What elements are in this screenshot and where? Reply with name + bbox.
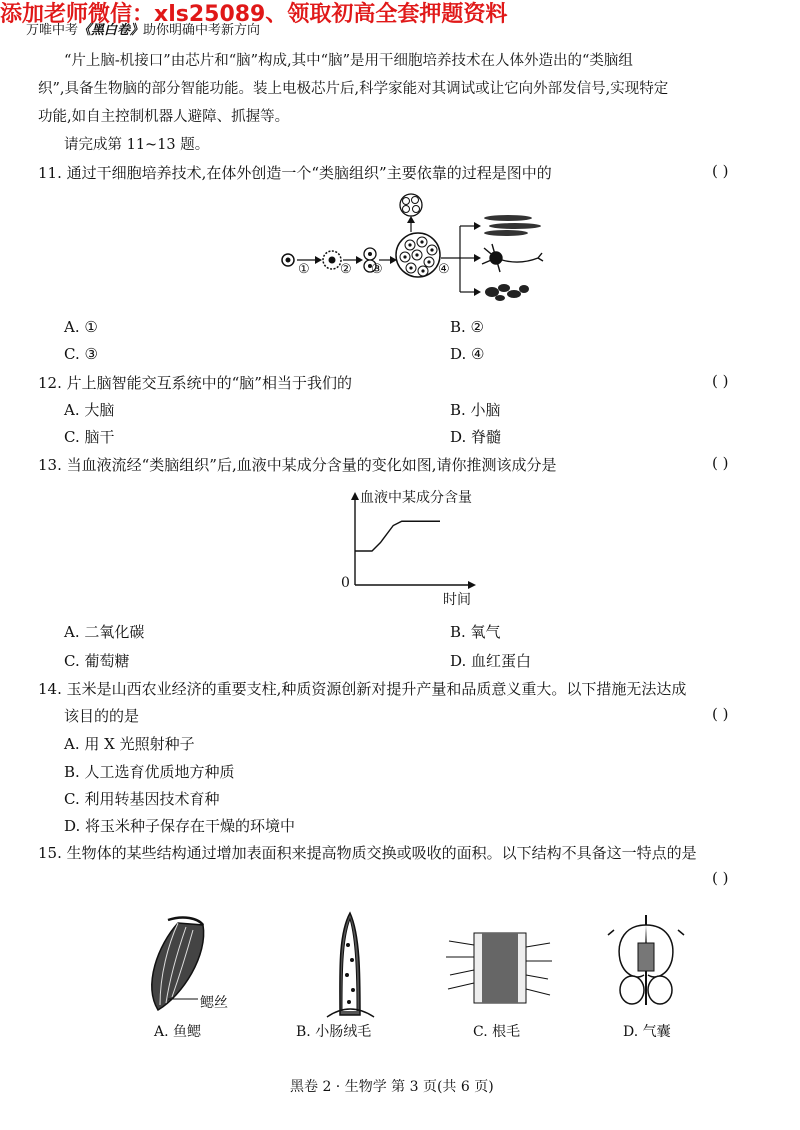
q15-stem: 15. 生物体的某些结构通过增加表面积来提高物质交换或吸收的面积。以下结构不具备这一特点的是 [38,844,697,862]
passage-line-2: 织”,具备生物脑的部分智能功能。装上电极芯片后,科学家能对其调试或让它向外部发信号,实现特定 [38,81,669,97]
q11-option-a[interactable]: A. ① [64,318,98,336]
q14-stem-line-1: 14. 玉米是山西农业经济的重要支柱,种质资源创新对提升产量和品质意义重大。以下措施无法达成 [38,680,687,698]
header-suffix: 助你明确中考新方向 [143,23,261,38]
gill-filament-label: 鳃丝 [200,995,228,1011]
chart-x-axis-arrow [468,581,476,589]
q11-label-2: ② [340,262,352,277]
q13-answer-paren[interactable]: ( ) [712,454,729,472]
q13-option-d[interactable]: D. 血红蛋白 [450,652,532,670]
q11-label-3: ③ [371,262,383,277]
page-footer: 黑卷 2 · 生物学 第 3 页(共 6 页) [290,1079,494,1095]
q14-option-c[interactable]: C. 利用转基因技术育种 [64,790,220,808]
q14-stem-line-2: 该目的的是 [64,707,140,725]
fish-gill-illustration [138,915,248,1020]
chart-ylabel: 血液中某成分含量 [360,490,472,506]
chart-y-axis-arrow [351,492,359,500]
q14-option-a[interactable]: A. 用 X 光照射种子 [64,735,195,753]
small-cell-cluster-icon [400,194,422,216]
q14-option-d[interactable]: D. 将玉米种子保存在干燥的环境中 [64,817,296,835]
q13-stem: 13. 当血液流经“类脑组织”后,血液中某成分含量的变化如图,请你推测该成分是 [38,456,557,474]
q12-option-d[interactable]: D. 脊髓 [450,428,502,446]
q14-answer-paren[interactable]: ( ) [712,705,729,723]
q11-option-c[interactable]: C. ③ [64,345,98,363]
header-prefix: 万唯中考 [26,23,79,38]
q14-option-b[interactable]: B. 人工选育优质地方种质 [64,763,235,781]
passage-line-1: “片上脑-机接口”由芯片和“脑”构成,其中“脑”是用干细胞培养技术在人体外造出的“类脑组 [64,53,633,69]
cell-mass-icon [396,233,440,277]
blood-cells-icon [485,284,529,301]
root-hair-illustration [444,925,554,1010]
q11-label-1: ① [298,262,310,277]
single-cell-icon [282,254,294,266]
watermark: 添加老师微信：xls25089、领取初高全套押题资料 [0,2,508,27]
passage-line-3: 功能,如自主控制机器人避障、抓握等。 [38,109,290,125]
neuron-icon [482,244,543,272]
q12-option-a[interactable]: A. 大脑 [64,401,115,419]
q15-answer-paren[interactable]: ( ) [712,869,729,887]
q11-answer-paren[interactable]: ( ) [712,162,729,180]
q13-line-chart [340,490,480,600]
muscle-cells-icon [484,215,541,236]
q13-option-c[interactable]: C. 葡萄糖 [64,652,130,670]
air-sac-illustration [606,905,686,1020]
q13-option-b[interactable]: B. 氧气 [450,623,501,641]
page-header [26,19,260,38]
q15-caption-b[interactable]: B. 小肠绒毛 [296,1024,372,1040]
q11-process-diagram [270,190,560,310]
q11-label-4: ④ [438,262,450,277]
chart-xlabel: 时间 [443,592,471,608]
intestinal-villus-illustration [322,905,382,1020]
q15-caption-c[interactable]: C. 根毛 [473,1024,521,1040]
q15-caption-d[interactable]: D. 气囊 [623,1024,671,1040]
q12-option-b[interactable]: B. 小脑 [450,401,501,419]
q12-stem: 12. 片上脑智能交互系统中的“脑”相当于我们的 [38,374,352,392]
q13-option-a[interactable]: A. 二氧化碳 [64,623,145,641]
chart-series-line-0 [355,521,440,551]
chart-origin-label: 0 [341,575,350,591]
q12-option-c[interactable]: C. 脑干 [64,428,115,446]
q11-option-d[interactable]: D. ④ [450,345,485,363]
q12-answer-paren[interactable]: ( ) [712,372,729,390]
q11-stem: 11. 通过干细胞培养技术,在体外创造一个“类脑组织”主要依靠的过程是图中的 [38,164,552,182]
q11-option-b[interactable]: B. ② [450,318,485,336]
passage-instruction: 请完成第 11~13 题。 [64,137,210,153]
enlarged-cell-icon [323,251,341,269]
header-book-title: 《黑白卷》 [78,23,144,38]
q15-caption-a[interactable]: A. 鱼鳃 [154,1024,202,1040]
